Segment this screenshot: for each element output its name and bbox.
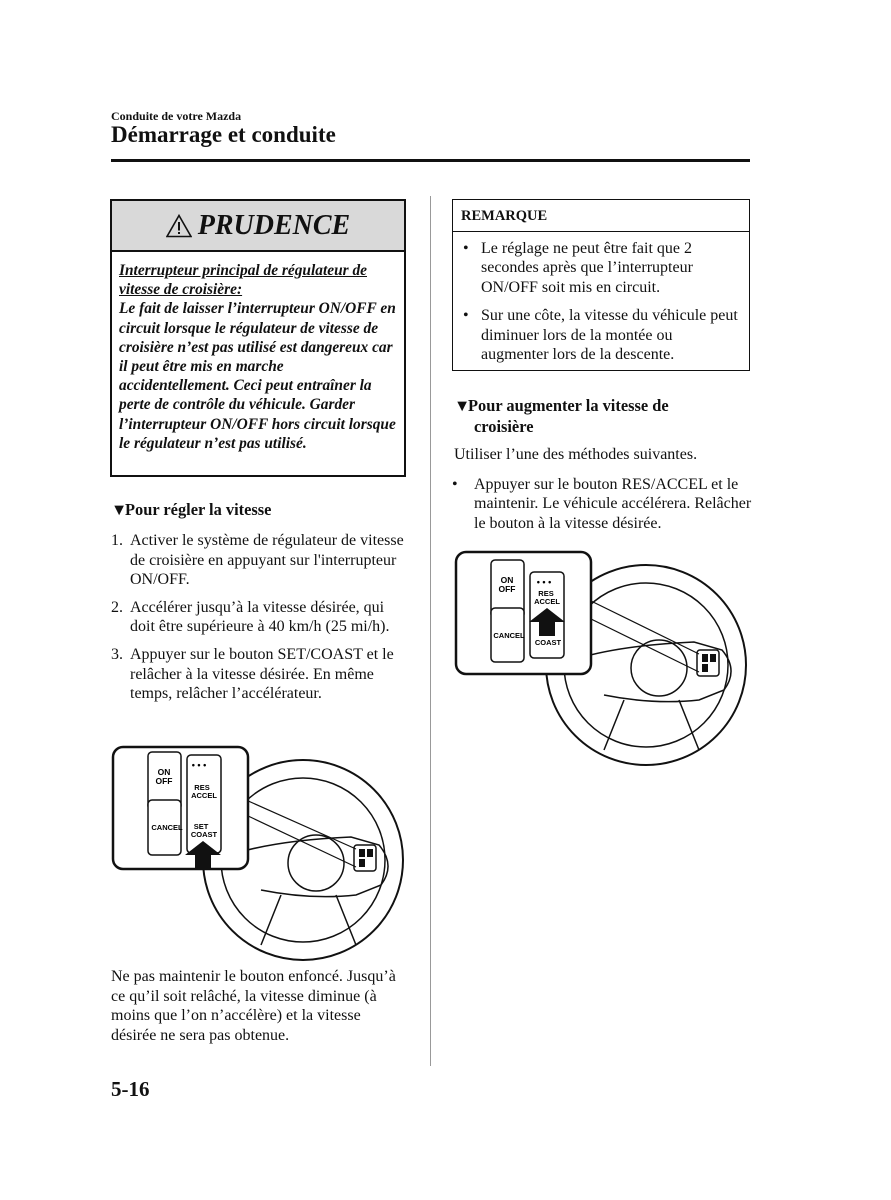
bullet-icon: • [452,476,458,493]
remark-title: REMARQUE [453,200,749,232]
warning-triangle-icon [166,214,192,238]
res-label: RES [538,589,554,598]
set-speed-heading: ▼Pour régler la vitesse [111,500,272,519]
page-number: 5-16 [111,1077,150,1101]
coast-label: COAST [190,830,218,839]
cancel-label: CANCEL [493,631,525,640]
list-item: • Sur une côte, la vitesse du véhicule peut diminuer lors de la montée ou augmenter lors de la descente. [463,307,738,364]
bullet-icon: • [463,240,469,257]
steering-wheel-res-accel-illustration [454,550,754,780]
column-divider [430,196,431,1066]
on-label: ON [157,767,171,777]
bullet-icon: • [463,307,469,325]
list-item: 2. Accélérer jusqu’à la vitesse désirée, qui doit être supérieure à 40 km/h (25 mi/h). [111,598,390,636]
caution-text: Le fait de laisser l’interrupteur ON/OFF en circuit lorsque le régulateur de vitesse de croisière n’est pas utilisé est dangereux car il peut être mis en marche accidentellement. Ceci peut entraîner la perte de contrôle du véhicule. Garder l’interrupteur ON/OFF hors circuit lorsque le régulateur n’est pas utilisé. [119,300,396,452]
section-triangle-icon: ▼ [111,500,128,519]
increase-speed-heading: ▼Pour augmenter la vitesse de croisière [454,396,669,436]
section-label: Conduite de votre Mazda [111,109,242,123]
steering-wheel-set-coast-illustration [111,745,411,975]
header-rule [111,159,750,162]
coast-label: COAST [534,638,562,647]
cancel-label: CANCEL [151,823,183,832]
accel-label: ACCEL [534,597,560,606]
list-item: 1. Activer le système de régulateur de vitesse de croisière en appuyant sur l'interrupteur ON/OFF. [111,532,404,589]
set-label: SET [193,822,209,831]
caution-box [110,199,406,477]
off-label: OFF [155,776,173,786]
off-label: OFF [498,584,516,594]
accel-label: ACCEL [191,791,217,800]
increase-speed-list [452,475,752,542]
caution-header [112,201,404,252]
set-speed-steps [111,531,411,712]
caution-title: PRUDENCE [197,209,351,241]
caution-body [112,252,404,453]
list-item: • Le réglage ne peut être fait que 2 secondes après que l’interrupteur ON/OFF soit mis en circuit. [463,240,693,296]
list-item: • Appuyer sur le bouton RES/ACCEL et le maintenir. Le véhicule accélérera. Relâcher le bouton à la vitesse désirée. [452,476,752,532]
res-label: RES [194,783,210,792]
list-item: 3. Appuyer sur le bouton SET/COAST et le relâcher à la vitesse désirée. En même temps, relâcher l’accélérateur. [111,645,394,703]
on-label: ON [500,575,514,585]
caution-heading: Interrupteur principal de régulateur de vitesse de croisière: [119,262,367,299]
increase-speed-intro: Utiliser l’une des méthodes suivantes. [454,446,698,463]
svg-text:• • •: • • • [191,760,207,770]
set-speed-note: Ne pas maintenir le bouton enfoncé. Jusqu’à ce qu’il soit relâché, la vitesse diminue (à moins que l’on n’accélère) et la vitesse désirée ne sera pas obtenue. [111,968,396,1044]
remark-box [452,199,750,371]
svg-text:• • •: • • • [536,577,552,587]
section-triangle-icon: ▼ [454,396,471,415]
page-title: Démarrage et conduite [111,122,336,147]
